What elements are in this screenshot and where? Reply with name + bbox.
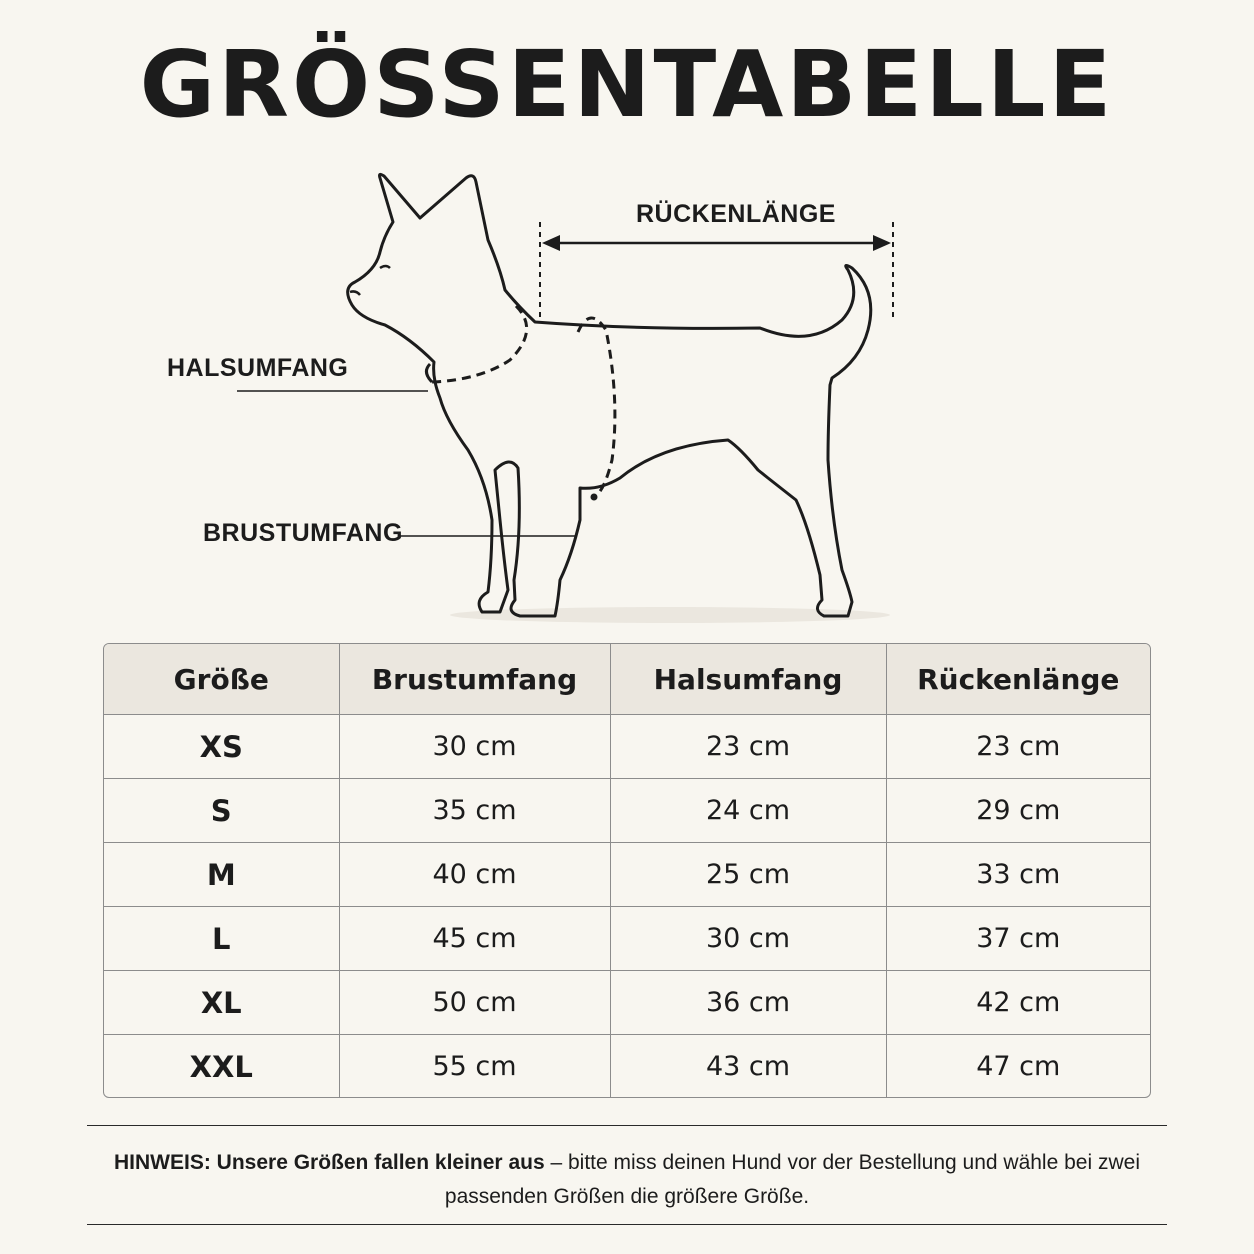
table-row bbox=[104, 1035, 1150, 1099]
column-header-back-length: Rückenlänge bbox=[886, 644, 1150, 715]
note-text: – bitte miss deinen Hund vor der Bestellung und wähle bei zwei passenden Größen die größere Größe. bbox=[444, 1151, 1140, 1208]
neck-cell: 24 cm bbox=[610, 779, 886, 843]
size-cell: M bbox=[104, 843, 339, 907]
table-header-row bbox=[104, 644, 1150, 715]
column-header-chest: Brustumfang bbox=[339, 644, 610, 715]
neck-cell: 23 cm bbox=[610, 715, 886, 779]
dog-silhouette-icon bbox=[348, 174, 871, 616]
chest-cell: 50 cm bbox=[339, 971, 610, 1035]
chest-cell: 40 cm bbox=[339, 843, 610, 907]
table-row bbox=[104, 907, 1150, 971]
size-cell: L bbox=[104, 907, 339, 971]
table-row bbox=[104, 715, 1150, 779]
table-row bbox=[104, 843, 1150, 907]
size-cell: XXL bbox=[104, 1035, 339, 1099]
back-length-cell: 42 cm bbox=[886, 971, 1150, 1035]
back-length-cell: 33 cm bbox=[886, 843, 1150, 907]
back-length-cell: 23 cm bbox=[886, 715, 1150, 779]
page-title: GRÖSSENTABELLE bbox=[139, 31, 1115, 138]
neck-cell: 30 cm bbox=[610, 907, 886, 971]
size-note bbox=[100, 1146, 1154, 1214]
divider-bottom bbox=[87, 1224, 1167, 1225]
neck-cell: 36 cm bbox=[610, 971, 886, 1035]
neck-cell: 43 cm bbox=[610, 1035, 886, 1099]
table-row bbox=[104, 971, 1150, 1035]
back-length-cell: 37 cm bbox=[886, 907, 1150, 971]
back-length-cell: 29 cm bbox=[886, 779, 1150, 843]
back-length-label: RÜCKENLÄNGE bbox=[636, 200, 836, 228]
size-cell: XL bbox=[104, 971, 339, 1035]
note-emphasis: HINWEIS: Unsere Größen fallen kleiner aus bbox=[114, 1151, 545, 1174]
chest-circumference-label: BRUSTUMFANG bbox=[203, 519, 403, 547]
chest-cell: 30 cm bbox=[339, 715, 610, 779]
chest-cell: 45 cm bbox=[339, 907, 610, 971]
neck-circumference-label: HALSUMFANG bbox=[167, 354, 349, 382]
table-row bbox=[104, 779, 1150, 843]
column-header-size: Größe bbox=[104, 644, 339, 715]
back-length-cell: 47 cm bbox=[976, 1051, 1061, 1082]
chest-cell: 35 cm bbox=[339, 779, 610, 843]
dog-measurement-diagram bbox=[0, 150, 1254, 640]
neck-cell: 25 cm bbox=[610, 843, 886, 907]
chest-cell: 55 cm bbox=[339, 1035, 610, 1099]
size-cell: S bbox=[104, 779, 339, 843]
divider-top bbox=[87, 1125, 1167, 1126]
column-header-neck: Halsumfang bbox=[610, 644, 886, 715]
size-cell: XS bbox=[104, 715, 339, 779]
size-table bbox=[103, 643, 1151, 1098]
